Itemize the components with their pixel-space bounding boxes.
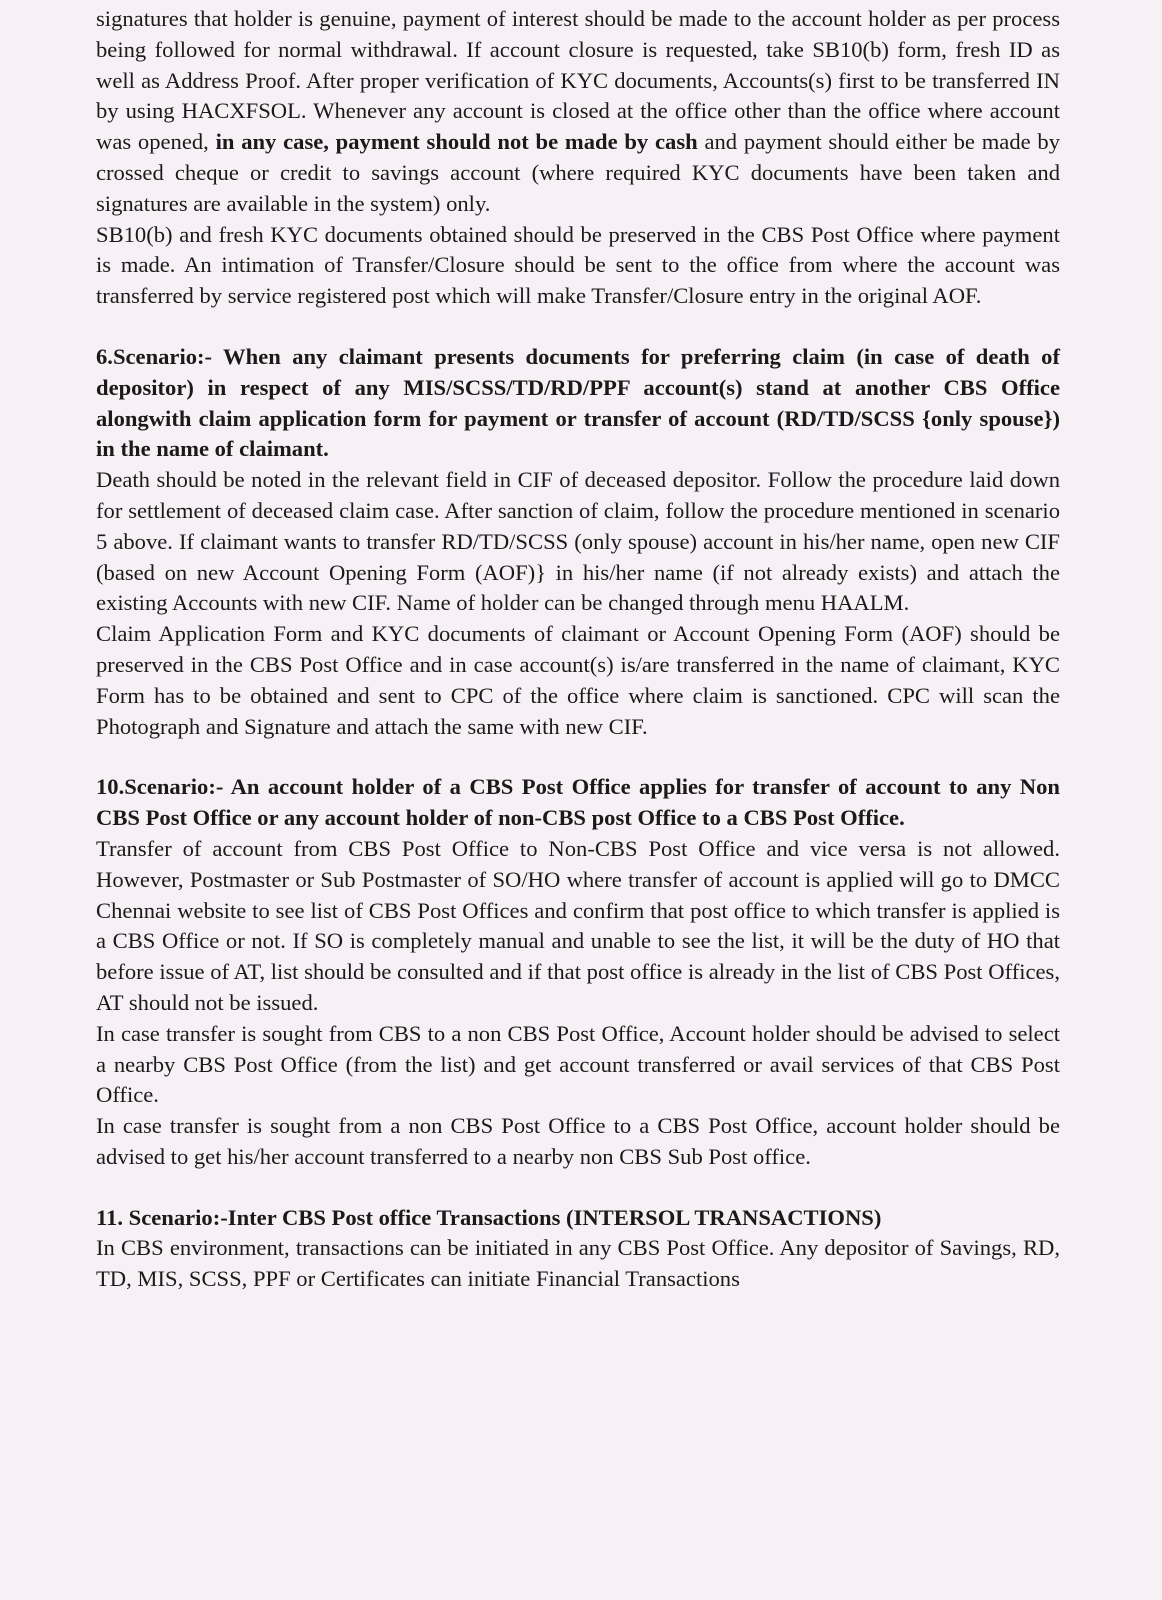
- scenario-6-section: [96, 342, 1060, 742]
- scenario-10-paragraph-2: In case transfer is sought from CBS to a non CBS Post Office, Account holder should be advised to select a nearby CBS Post Office (from the list) and get account transferred or avail services of that CBS Post Office.: [96, 1020, 1060, 1108]
- scenario-6-paragraph-2: Claim Application Form and KYC documents of claimant or Account Opening Form (AOF) should be preserved in the CBS Post Office and in case account(s) is/are transferred in the name of claimant, KYC Form has to be obtained and sent to CPC of the office where claim is sanctioned. CPC will scan the Photograph and Signature and attach the same with new CIF.: [96, 621, 1060, 739]
- intro-section: [96, 4, 1060, 312]
- scenario-11-heading: 11. Scenario:-Inter CBS Post office Transactions (INTERSOL TRANSACTIONS): [96, 1204, 882, 1230]
- scenario-10-paragraph-1: Transfer of account from CBS Post Office to Non-CBS Post Office and vice versa is not allowed. However, Postmaster or Sub Postmaster of SO/HO where transfer of account is applied will go to DMCC Chennai website to see list of CBS Post Offices and confirm that post office to which transfer is applied is a CBS Office or not. If SO is completely manual and unable to see the list, it will be the duty of HO that before issue of AT, list should be consulted and if that post office is already in the list of CBS Post Offices, AT should not be issued.: [96, 835, 1060, 1015]
- intro-p1-text-b: and payment should either be made by crossed cheque or credit to savings account (where required KYC documents have been taken and signatures are available in the system) only.: [96, 129, 1061, 216]
- intro-paragraph-1: [96, 4, 1060, 220]
- scenario-6-paragraph-1: Death should be noted in the relevant field in CIF of deceased depositor. Follow the procedure laid down for settlement of deceased claim case. After sanction of claim, follow the procedure mentioned in scenario 5 above. If claimant wants to transfer RD/TD/SCSS (only spouse) account in his/her name, open new CIF (based on new Account Opening Form (AOF)} in his/her name (if not already exists) and attach the existing Accounts with new CIF. Name of holder can be changed through menu HAALM.: [96, 467, 1060, 616]
- scenario-6-heading: 6.Scenario:- When any claimant presents documents for preferring claim (in case of death of depositor) in respect of any MIS/SCSS/TD/RD/PPF account(s) stand at another CBS Office alongwith claim application form for payment or transfer of account (RD/TD/SCSS {only spouse}) in the name of claimant.: [96, 343, 1060, 462]
- scenario-10-section: [96, 772, 1060, 1172]
- scenario-10-paragraph-3: In case transfer is sought from a non CBS Post Office to a CBS Post Office, account holder should be advised to get his/her account transferred to a nearby non CBS Sub Post office.: [96, 1113, 1060, 1169]
- intro-p1-bold: in any case, payment should not be made by cash: [215, 129, 698, 155]
- intro-paragraph-2: SB10(b) and fresh KYC documents obtained should be preserved in the CBS Post Office where payment is made. An intimation of Transfer/Closure should be sent to the office from where the account was transferred by service registered post which will make Transfer/Closure entry in the original AOF.: [96, 221, 1060, 309]
- scenario-11-paragraph-1: In CBS environment, transactions can be initiated in any CBS Post Office. Any depositor of Savings, RD, TD, MIS, SCSS, PPF or Certificates can initiate Financial Transactions: [96, 1235, 1060, 1292]
- intro-p1-text-a: signatures that holder is genuine, payment of interest should be made to the account holder as per process being followed for normal withdrawal. If account closure is requested, take SB10(b) form, fresh ID as well as Address Proof. After proper verification of KYC documents, Accounts(s) first to be transferred IN by using HACXFSOL. Whenever any account is closed at the office other than the office where account was opened,: [96, 6, 1060, 155]
- scenario-11-section: [96, 1203, 1060, 1295]
- scenario-10-heading: 10.Scenario:- An account holder of a CBS Post Office applies for transfer of account to any Non CBS Post Office or any account holder of non-CBS post Office to a CBS Post Office.: [96, 774, 1060, 831]
